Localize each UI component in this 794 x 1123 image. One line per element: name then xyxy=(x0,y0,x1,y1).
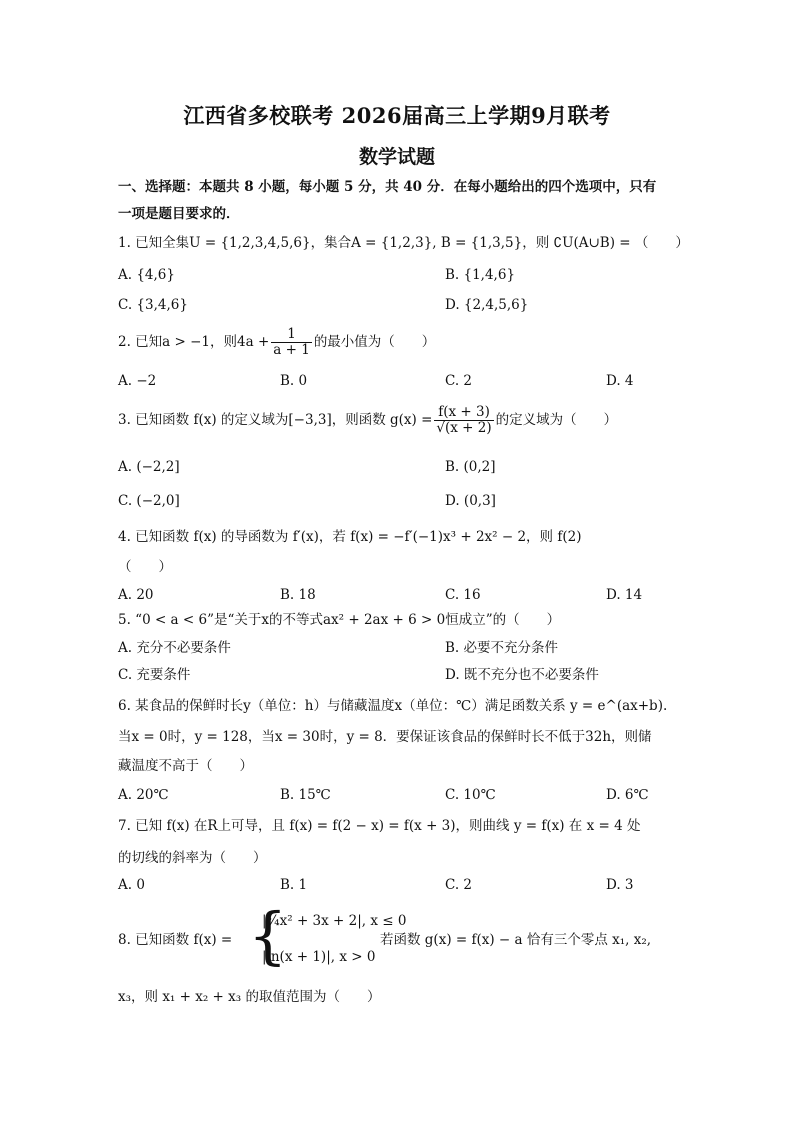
q4-option-a: A. 20 xyxy=(118,587,154,603)
q6-option-d: D. 6℃ xyxy=(606,787,649,803)
q4-stem-blank: （ ） xyxy=(118,559,172,575)
q4-option-d: D. 14 xyxy=(606,587,643,603)
q2-option-a: A. −2 xyxy=(118,373,157,389)
q3-stem-post: 的定义域为（ ） xyxy=(495,412,618,428)
q5-option-c: C. 充要条件 xyxy=(118,667,191,683)
q4-stem: 4. 已知函数 f(x) 的导函数为 f′(x)，若 f(x) = −f′(−1)x³ + 2x² − 2，则 f(2) xyxy=(118,529,582,545)
q3-fraction xyxy=(434,405,493,436)
q3-stem-pre: 3. 已知函数 f(x) 的定义域为[−3,3]，则函数 g(x) = xyxy=(118,412,433,428)
q6-option-b: B. 15℃ xyxy=(280,787,331,803)
q2-frac-num: 1 xyxy=(271,327,312,343)
q7-option-b: B. 1 xyxy=(280,877,308,893)
q8-piecewise xyxy=(248,899,407,972)
q3-option-d: D. (0,3] xyxy=(445,493,496,509)
q7-stem-line1: 7. 已知 f(x) 在R上可导，且 f(x) = f(2 − x) = f(x + 3)，则曲线 y = f(x) 在 x = 4 处 xyxy=(118,818,641,834)
q6-stem-line1: 6. 某食品的保鲜时长y（单位：h）与储藏温度x（单位：℃）满足函数关系 y = e^(ax+b). xyxy=(118,698,668,714)
q7-stem-line2: 的切线的斜率为（ ） xyxy=(118,850,267,866)
q2-stem-post: 的最小值为（ ） xyxy=(313,334,436,350)
q7-option-c: C. 2 xyxy=(445,877,473,893)
q8-stem-post: 若函数 g(x) = f(x) − a 恰有三个零点 x₁, x₂, xyxy=(380,932,652,948)
q6-stem-line3: 藏温度不高于（ ） xyxy=(118,758,253,774)
q3-stem xyxy=(118,405,617,436)
q2-stem-pre: 2. 已知a > −1，则4a + xyxy=(118,334,270,350)
q8-stem-line2: x₃，则 x₁ + x₂ + x₃ 的取值范围为（ ） xyxy=(118,989,381,1005)
q6-stem-line2: 当x = 0时，y = 128，当x = 30时，y = 8．要保证该食品的保鲜时长不低于32h，则储 xyxy=(118,729,652,745)
q6-option-a: A. 20℃ xyxy=(118,787,169,803)
q3-frac-num: f(x + 3) xyxy=(434,405,493,421)
q2-stem xyxy=(118,327,435,358)
q2-option-c: C. 2 xyxy=(445,373,473,389)
section-heading-line2: 一项是题目要求的． xyxy=(118,206,240,222)
document-subtitle: 数学试题 xyxy=(358,146,435,168)
q3-option-a: A. (−2,2] xyxy=(118,459,180,475)
q1-stem: 1. 已知全集U = {1,2,3,4,5,6}，集合A = {1,2,3}, B = {1,3,5}，则 ∁U(A∪B) = （ ） xyxy=(118,235,689,251)
q8-stem-pre: 8. 已知函数 f(x) = xyxy=(118,932,233,948)
q2-option-d: D. 4 xyxy=(606,373,634,389)
q4-option-c: C. 16 xyxy=(445,587,481,603)
document-title: 江西省多校联考 2026届高三上学期9月联考 xyxy=(183,103,611,128)
q8-piece-1: |¾x² + 3x + 2|, x ≤ 0 xyxy=(262,913,407,929)
q3-option-c: C. (−2,0] xyxy=(118,493,180,509)
q1-option-b: B. {1,4,6} xyxy=(445,267,516,283)
q2-fraction xyxy=(271,327,312,358)
q5-stem: 5. “0 < a < 6”是“关于x的不等式ax² + 2ax + 6 > 0恒成立”的（ ） xyxy=(118,612,561,628)
q5-option-a: A. 充分不必要条件 xyxy=(118,640,231,656)
q6-option-c: C. 10℃ xyxy=(445,787,496,803)
q5-option-d: D. 既不充分也不必要条件 xyxy=(445,667,599,683)
q2-frac-den: a + 1 xyxy=(273,342,310,358)
section-heading-line1: 一、选择题：本题共 8 小题，每小题 5 分，共 40 分．在每小题给出的四个选项中，只有 xyxy=(118,179,657,195)
q7-option-a: A. 0 xyxy=(118,877,145,893)
q4-option-b: B. 18 xyxy=(280,587,316,603)
q3-option-b: B. (0,2] xyxy=(445,459,496,475)
q2-option-b: B. 0 xyxy=(280,373,308,389)
q1-option-c: C. {3,4,6} xyxy=(118,297,188,313)
q1-option-a: A. {4,6} xyxy=(118,267,175,283)
q1-option-d: D. {2,4,5,6} xyxy=(445,297,529,313)
q8-brace: { xyxy=(248,899,288,972)
q5-option-b: B. 必要不充分条件 xyxy=(445,640,559,656)
q3-frac-den: √(x + 2) xyxy=(436,420,492,436)
q8-piece-2: |ln(x + 1)|, x > 0 xyxy=(262,949,376,965)
q7-option-d: D. 3 xyxy=(606,877,634,893)
